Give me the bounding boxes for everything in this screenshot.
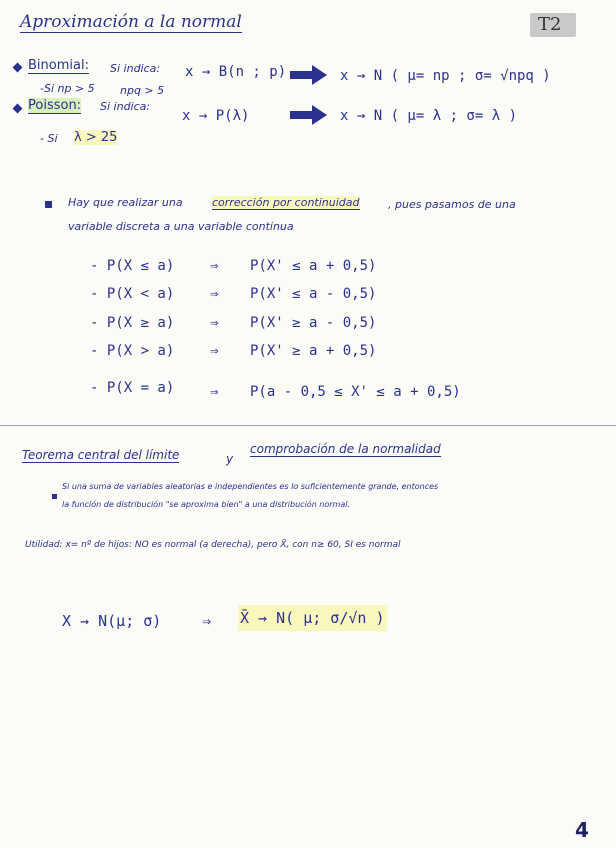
- tcl-heading-b: comprobación de la normalidad: [250, 442, 441, 456]
- tcl-heading-a: Teorema central del límite: [22, 448, 180, 462]
- correction-row-5-arrow: ⇒: [210, 384, 219, 400]
- correction-link: corrección por continuidad: [212, 196, 360, 209]
- binomial-label: Binomial:: [28, 58, 89, 73]
- poisson-normal-approx: x → N ( μ= λ ; σ= λ ): [340, 108, 518, 124]
- correction-row-5-right: P(a - 0,5 ≤ X' ≤ a + 0,5): [250, 384, 461, 400]
- correction-intro-a: Hay que realizar una: [68, 196, 183, 209]
- correction-row-2-right: P(X' ≤ a - 0,5): [250, 286, 377, 302]
- binomial-condition-npq: npq > 5: [120, 84, 165, 97]
- tcl-heading-y: y: [226, 452, 234, 466]
- correction-intro-c: variable discreta a una variable continua: [68, 220, 294, 233]
- binomial-normal-approx: x → N ( μ= np ; σ= √npq ): [340, 68, 551, 84]
- correction-row-1-right: P(X' ≤ a + 0,5): [250, 258, 377, 274]
- correction-row-3-left: - P(X ≥ a): [90, 315, 175, 331]
- correction-row-1-arrow: ⇒: [210, 258, 219, 274]
- correction-row-3-arrow: ⇒: [210, 315, 219, 331]
- binomial-bullet-icon: [13, 63, 23, 73]
- poisson-distribution: x → P(λ): [182, 108, 250, 124]
- binomial-si-indica: Si indica:: [110, 62, 161, 75]
- tcl-bullet-icon: [52, 494, 57, 499]
- page-number: 4: [575, 818, 589, 842]
- tcl-text-a: Si una suma de variables aleatorias e independientes es lo suficientemente grande, entonces: [62, 482, 439, 491]
- binomial-distribution: x → B(n ; p): [185, 64, 287, 80]
- section-divider: [0, 425, 616, 426]
- correction-row-4-right: P(X' ≥ a + 0,5): [250, 343, 377, 359]
- tcl-text-b: la función de distribución "se aproxima bien" a una distribución normal.: [62, 500, 351, 509]
- correction-bullet-icon: [45, 201, 52, 208]
- poisson-bullet-icon: [13, 104, 23, 114]
- tcl-formula-arrow: ⇒: [202, 612, 212, 630]
- tcl-utilidad: Utilidad: x= nº de hijos: NO es normal (a derecha), pero X̄, con n≥ 60, SI es normal: [25, 540, 401, 550]
- correction-row-5-left: - P(X = a): [90, 380, 175, 396]
- correction-row-2-arrow: ⇒: [210, 286, 219, 302]
- correction-row-3-right: P(X' ≥ a - 0,5): [250, 315, 377, 331]
- poisson-condition-lambda: λ > 25: [74, 130, 118, 145]
- tcl-formula-right: X̄ → N( μ; σ/√n ): [238, 605, 387, 631]
- binomial-condition-np: -Si np > 5: [40, 82, 95, 95]
- correction-row-2-left: - P(X < a): [90, 286, 175, 302]
- poisson-label: Poisson:: [28, 98, 82, 113]
- correction-row-1-left: - P(X ≤ a): [90, 258, 175, 274]
- correction-row-4-left: - P(X > a): [90, 343, 175, 359]
- poisson-si-indica: Si indica:: [100, 100, 151, 113]
- poisson-condition-prefix: - Si: [40, 132, 58, 145]
- correction-intro-b: , pues pasamos de una: [388, 198, 516, 211]
- tcl-formula-left: X → N(μ; σ): [62, 612, 162, 630]
- poisson-arrow-icon: [290, 104, 328, 126]
- page-title: Aproximación a la normal: [20, 12, 242, 32]
- correction-row-4-arrow: ⇒: [210, 343, 219, 359]
- binomial-arrow-icon: [290, 64, 328, 86]
- topic-tag: T2: [538, 14, 562, 35]
